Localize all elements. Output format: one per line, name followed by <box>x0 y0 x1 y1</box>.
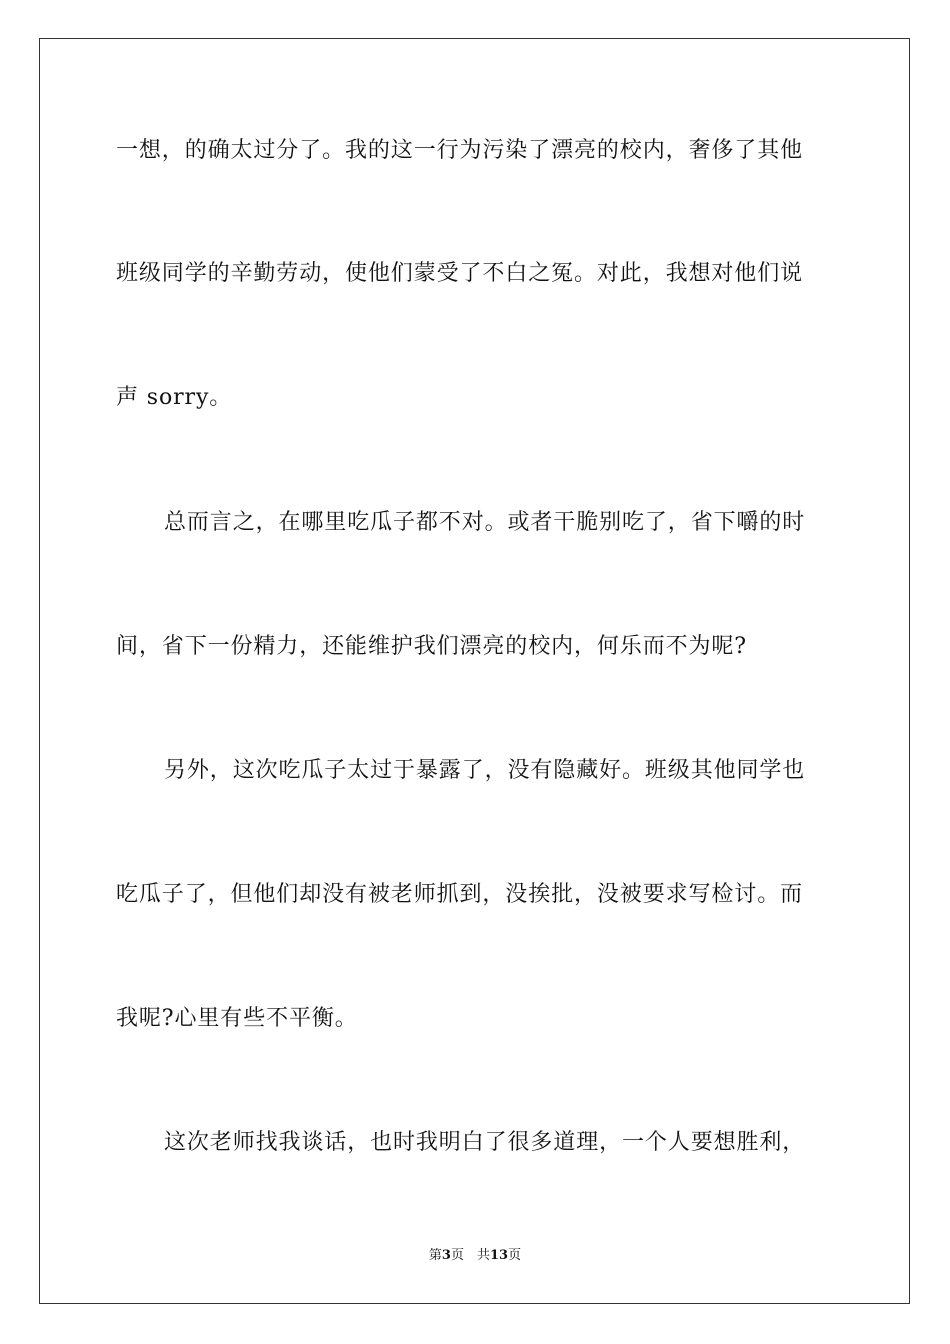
text-line-1: 一想，的确太过分了。我的这一行为污染了漂亮的校内，奢侈了其他 <box>116 138 804 163</box>
text-line-5: 间，省下一份精力，还能维护我们漂亮的校内，何乐而不为呢? <box>116 634 747 659</box>
text-line-6: 另外，这次吃瓜子太过于暴露了，没有隐藏好。班级其他同学也 <box>164 758 806 783</box>
text-line-8: 我呢?心里有些不平衡。 <box>116 1006 358 1031</box>
text-line-3: 声 sorry。 <box>116 385 233 410</box>
text-line-9: 这次老师找我谈话，也时我明白了很多道理，一个人要想胜利， <box>164 1130 806 1155</box>
footer-total-pages: 13 <box>489 1248 509 1263</box>
page-border <box>39 38 910 1304</box>
text-line-7: 吃瓜子了，但他们却没有被老师抓到，没挨批，没被要求写检讨。而 <box>116 882 804 907</box>
footer-suffix: 页 <box>508 1248 522 1263</box>
footer-mid: 页 共 <box>450 1248 490 1263</box>
text-line-4: 总而言之，在哪里吃瓜子都不对。或者干脆别吃了，省下嚼的时 <box>164 510 806 535</box>
text-line-2: 班级同学的辛勤劳动，使他们蒙受了不白之冤。对此，我想对他们说 <box>116 261 804 286</box>
page-footer <box>0 1247 950 1265</box>
footer-page-number: 3 <box>441 1248 451 1263</box>
footer-prefix: 第 <box>428 1248 442 1263</box>
